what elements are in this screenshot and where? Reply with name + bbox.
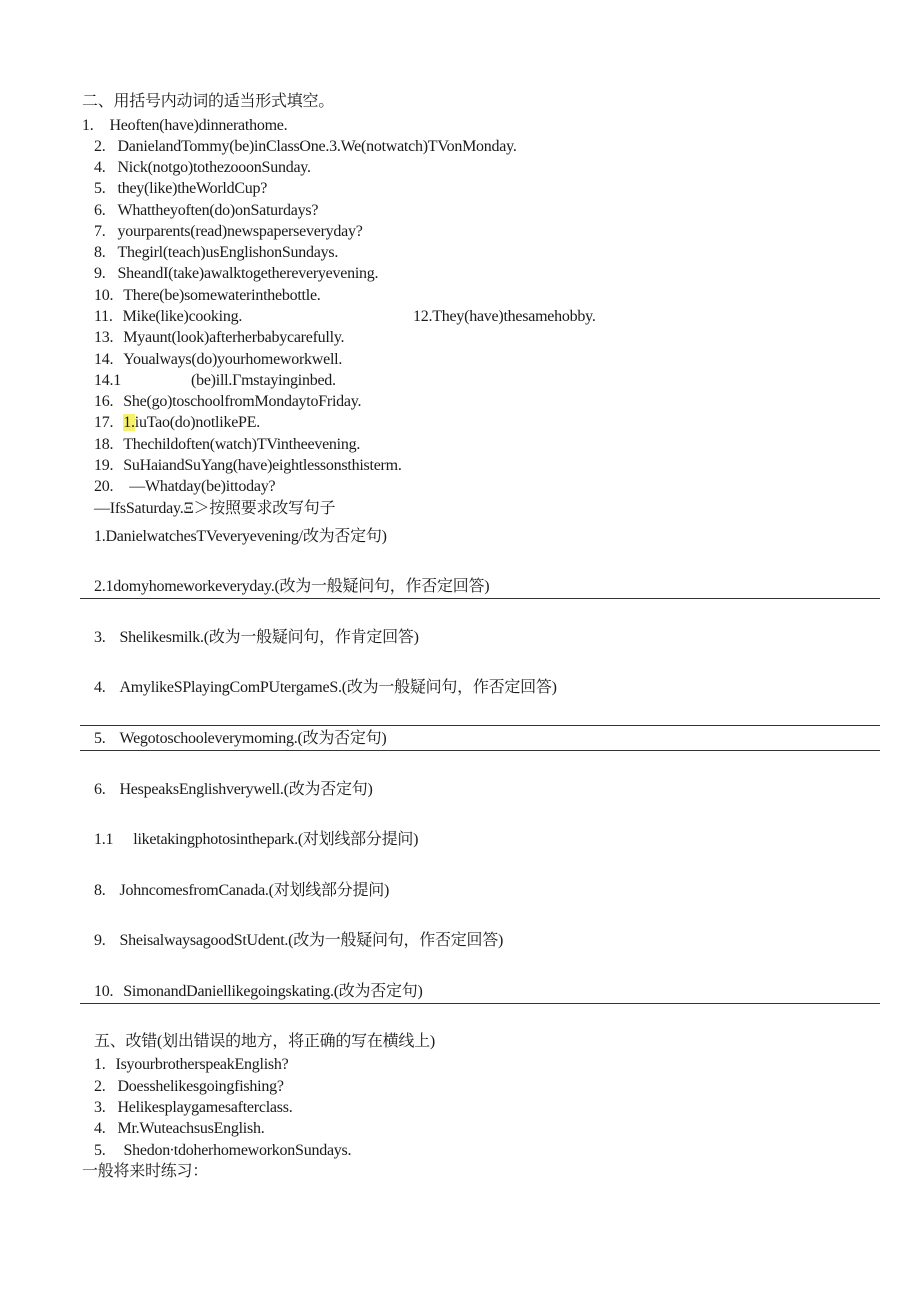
fill-item-8: 8. Thegirl(teach)usEnglishonSundays. — [94, 244, 339, 261]
answer-rule — [80, 1003, 880, 1004]
fill-item-1: 1. Heoften(have)dinnerathome. — [82, 117, 288, 134]
rewrite-item-6: 6. HespeaksEnglishverywell.(改为否定句) — [94, 781, 373, 798]
rewrite-item-9: 9. SheisalwaysagoodStUdent.(改为一般疑问句，作否定回答) — [94, 932, 504, 949]
fill-item-19: 19. SuHaiandSuYang(have)eightlessonsthisterm. — [94, 457, 402, 474]
rewrite-item-8: 8. JohncomesfromCanada.(对划线部分提问) — [94, 882, 390, 899]
answer-rule — [80, 598, 880, 599]
fill-item-6: 6. Whattheyoften(do)onSaturdays? — [94, 202, 319, 219]
answer-rule — [80, 725, 880, 726]
fill-item-7: 7. yourparents(read)newspaperseveryday? — [94, 223, 363, 240]
rewrite-item-7: 1.1 liketakingphotosinthepark.(对划线部分提问) — [94, 831, 419, 848]
fill-item-10: 10. There(be)somewaterinthebottle. — [94, 287, 321, 304]
rewrite-item-2: 2.1domyhomeworkeveryday.(改为一般疑问句，作否定回答) — [94, 578, 490, 595]
fill-item-14-1: 14.1 (be)ill.Γmstayinginbed. — [94, 372, 336, 389]
highlight-mark: 1. — [123, 414, 135, 431]
fill-item-20: 20. —Whatday(be)ittoday? — [94, 478, 276, 495]
rewrite-item-5: 5. Wegotoschooleverymoming.(改为否定句) — [94, 730, 387, 747]
correction-item-4: 4. Mr.WuteachsusEnglish. — [94, 1120, 265, 1137]
rewrite-item-3: 3. Shelikesmilk.(改为一般疑问句，作肯定回答) — [94, 629, 419, 646]
fill-item-17: 17. 1.iuTao(do)notlikePE. — [94, 414, 260, 431]
fill-item-14: 14. Youalways(do)yourhomeworkwell. — [94, 351, 343, 368]
fill-item-2: 2. DanielandTommy(be)inClassOne.3.We(notwatch)TVonMonday. — [94, 138, 517, 155]
rewrite-item-4: 4. AmylikeSPlayingComPUtergameS.(改为一般疑问句，作否定回答) — [94, 679, 557, 696]
future-tense-heading: 一般将来时练习： — [82, 1163, 209, 1180]
section5-heading: 五、改错(划出错误的地方，将正确的写在横线上) — [94, 1033, 435, 1050]
fill-item-16: 16. She(go)toschoolfromMondaytoFriday. — [94, 393, 362, 410]
answer-line-and-section3-heading: —IfsSaturday.Ξ＞按照要求改写句子 — [94, 500, 336, 517]
fill-item-5: 5. they(like)theWorldCup? — [94, 180, 268, 197]
fill-item-4: 4. Nick(notgo)tothezooonSunday. — [94, 159, 311, 176]
rewrite-item-10: 10. SimonandDaniellikegoingskating.(改为否定句) — [94, 983, 423, 1000]
rewrite-item-1: 1.DanielwatchesTVeveryevening/改为否定句) — [94, 528, 387, 545]
answer-rule — [80, 750, 880, 751]
correction-item-1: 1. IsyourbrotherspeakEnglish? — [94, 1056, 289, 1073]
fill-item-9: 9. SheandI(take)awalktogethereveryevening. — [94, 265, 379, 282]
correction-item-2: 2. Doesshelikesgoingfishing? — [94, 1078, 284, 1095]
fill-item-11: 11. Mike(like)cooking. — [94, 308, 243, 325]
correction-item-3: 3. Helikesplaygamesafterclass. — [94, 1099, 293, 1116]
fill-item-13: 13. Myaunt(look)afterherbabycarefully. — [94, 329, 345, 346]
correction-item-5: 5. Shedon∙tdoherhomeworkonSundays. — [94, 1142, 352, 1159]
fill-item-12: 12.They(have)thesamehobby. — [413, 308, 596, 325]
section2-heading: 二、用括号内动词的适当形式填空。 — [82, 93, 335, 110]
fill-item-18: 18. Thechildoften(watch)TVintheevening. — [94, 436, 361, 453]
